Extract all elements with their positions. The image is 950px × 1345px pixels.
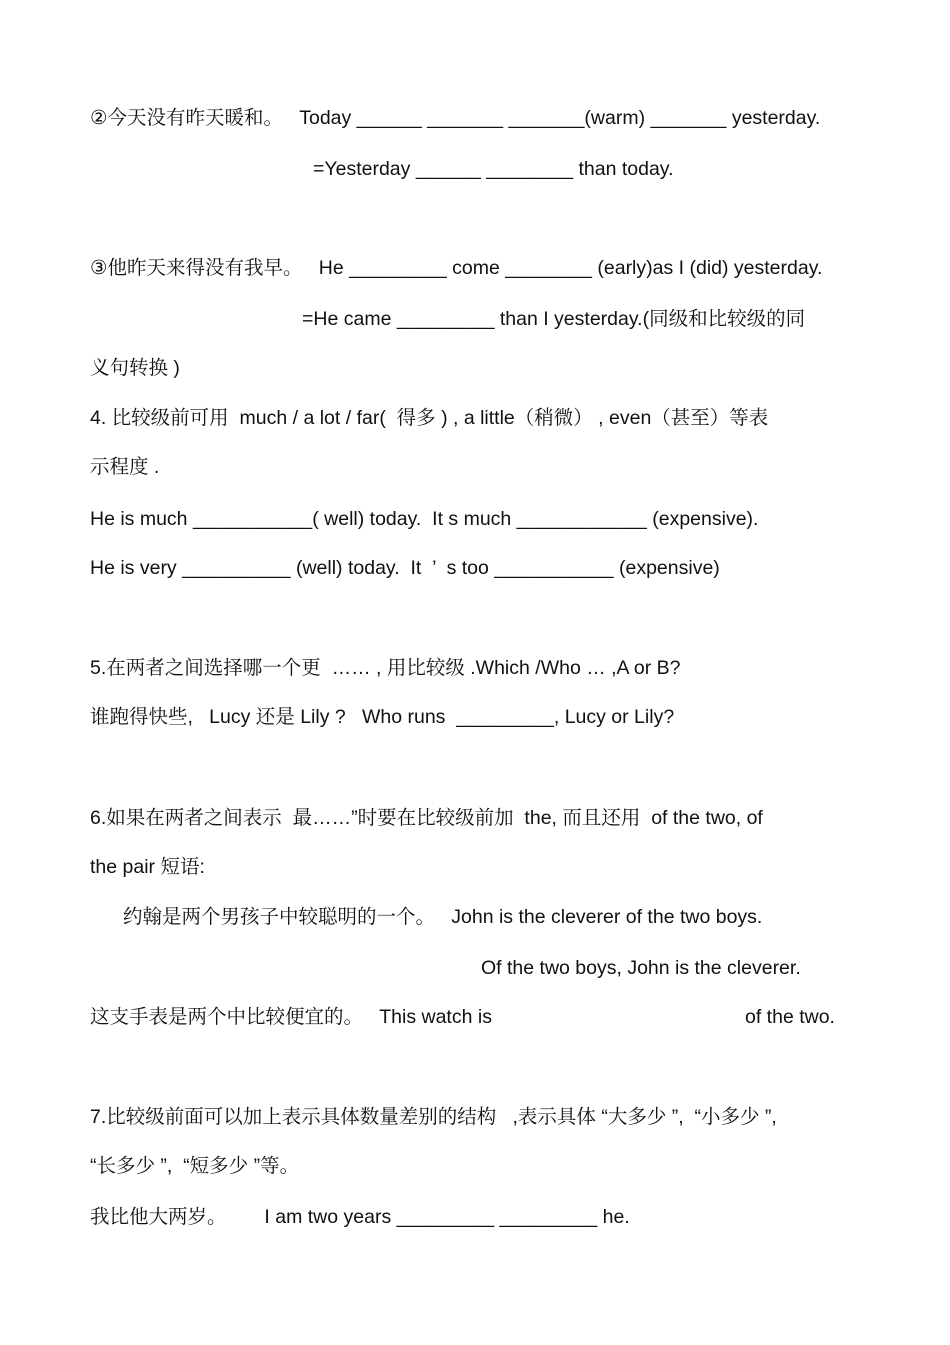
text-line-3: ③他昨天来得没有我早。 He _________ come ________ (early)as I (did) yesterday. [90, 257, 823, 279]
text-line-1: ②今天没有昨天暖和。 Today ______ _______ _______(warm) _______ yesterday. [90, 107, 821, 129]
text-line-14: 约翰是两个男孩子中较聪明的一个。 John is the cleverer of the two boys. [123, 906, 763, 928]
text-line-16: 这支手表是两个中比较便宜的。 This watch is [90, 1006, 492, 1028]
text-line-4: =He came _________ than I yesterday.(同级和比较级的同 [302, 308, 806, 330]
text-line-10: 5.在两者之间选择哪一个更 …… , 用比较级 .Which /Who … ,A or B? [90, 657, 681, 679]
text-line-6: 4. 比较级前可用 much / a lot / far( 得多 ) , a little（稍微） , even（甚至）等表 [90, 407, 769, 429]
text-line-20: 我比他大两岁。 I am two years _________ _________ he. [90, 1206, 630, 1228]
text-line-9: He is very __________ (well) today. It ’ s too ___________ (expensive) [90, 557, 720, 579]
text-line-5: 义句转换 ) [90, 357, 180, 379]
text-line-11: 谁跑得快些, Lucy 还是 Lily ? Who runs _________, Lucy or Lily? [90, 706, 675, 728]
text-line-15: Of the two boys, John is the cleverer. [481, 957, 801, 979]
text-line-7: 示程度 . [90, 456, 160, 478]
text-line-17: of the two. [745, 1006, 835, 1028]
text-line-2: =Yesterday ______ ________ than today. [313, 158, 674, 180]
text-line-18: 7.比较级前面可以加上表示具体数量差别的结构 ,表示具体 “大多少 ”, “小多少 ”, [90, 1106, 777, 1128]
text-line-12: 6.如果在两者之间表示 最……”时要在比较级前加 the, 而且还用 of the two, of [90, 807, 763, 829]
text-line-13: the pair 短语: [90, 856, 205, 878]
text-line-8: He is much ___________( well) today. It s much ____________ (expensive). [90, 508, 759, 530]
text-line-19: “长多少 ”, “短多少 ”等。 [90, 1155, 300, 1177]
